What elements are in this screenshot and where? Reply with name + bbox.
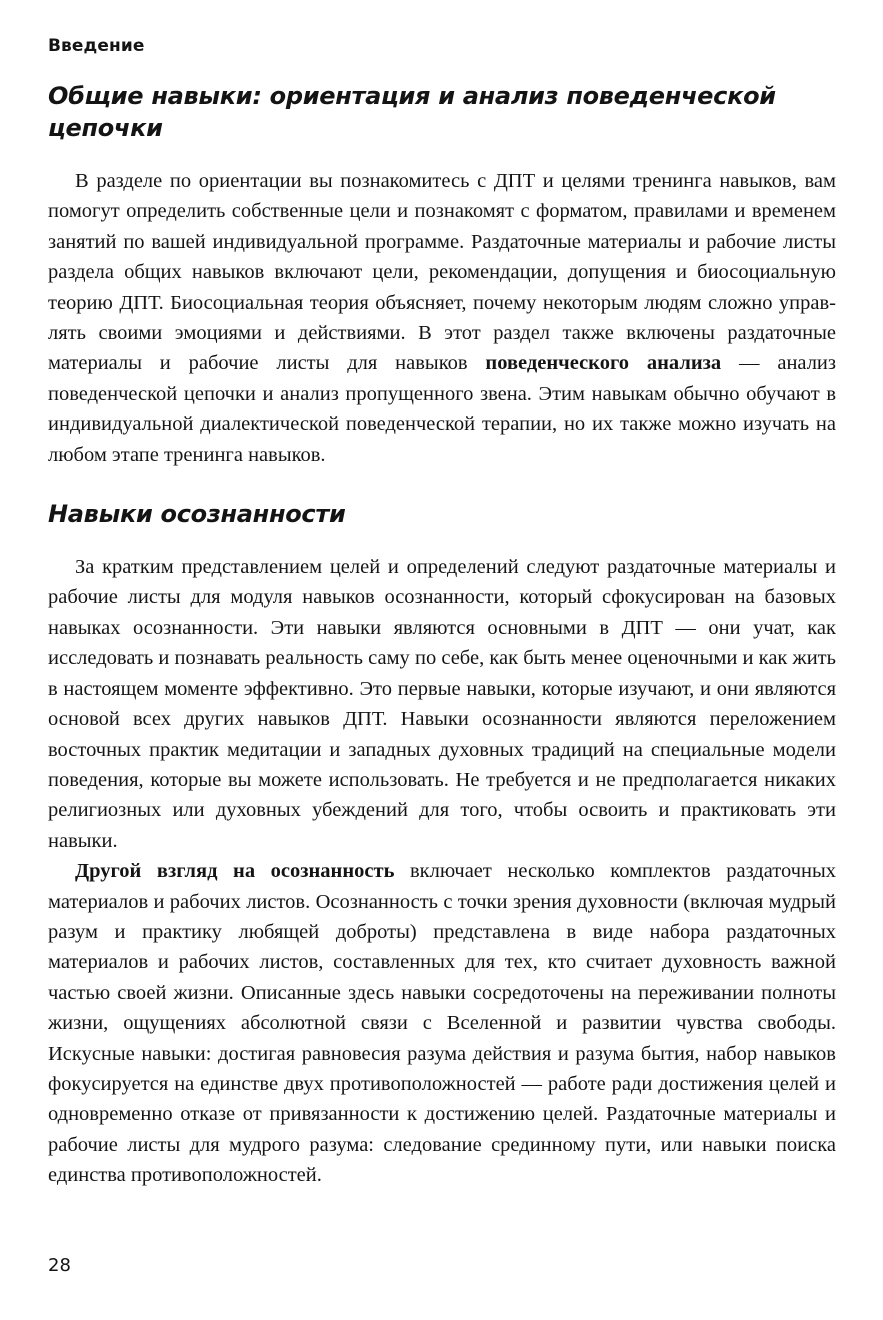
text-run: В разделе по ориентации вы познакомитесь с ДПТ и целями тренинга навыков, вам помогут определить собственные цели и познакомят с форматом, правилами и временем занятий по вашей индивидуальной программе. Раздаточные материалы и рабочие листы раздела общих навыков включают цели, рекомендации, допущения и биосоциальную теорию ДПТ. Биосоциальная теория объясняет, почему некоторым людям сложно управлять своими эмоциями и действиями. В этот раздел также включены раздаточные материалы и рабочие листы для навыков [48, 170, 836, 375]
bold-term-behavioral-analysis: поведенческого анализа [485, 352, 722, 375]
page-number: 28 [48, 1255, 71, 1276]
section-heading-general-skills: Общие навыки: ориентация и анализ поведенческой цепочки [48, 82, 776, 142]
text-run: За кратким представлением целей и определений следуют раздаточные материалы и рабочие листы для модуля навыков осознанности, который сфокусирован на базовых навыках осознанности. Эти навыки являются основными в ДПТ — они учат, как исследовать и познавать реальность саму по себе, как быть менее оценочными и как жить в настоящем моменте эффективно. Это первые навыки, которые изучают, и они являются основой всех других навыков ДПТ. Навыки осознанности являются переложением восточных практик медитации и западных духовных традиций на специальные модели поведения, которые вы можете использовать. Не требуется и не предполагается никаких религиозных или духовных убеждений для того, чтобы освоить и практиковать эти навыки. [48, 556, 836, 852]
paragraph-general-skills [48, 166, 836, 470]
paragraph-mindfulness-other-view [48, 856, 836, 1190]
section-heading-mindfulness: Навыки осознанности [48, 500, 346, 529]
book-page [48, 36, 836, 1191]
text-run: включает несколько комплектов раздаточных материалов и рабочих листов. Осознанность с точки зрения духовности (включая мудрый разум и практику любящей доброты) представлена в виде набора раздаточных материалов и рабочих листов, составленных для тех, кто считает духовность важной частью своей жизни. Описанные здесь навыки сосредоточены на переживании полноты жизни, ощущениях абсолютной связи с Вселенной и развитии чувства свободы. Искусные навыки: достигая равновесия разума действия и разума бытия, набор навыков фокусируется на единстве двух противоположностей — работе ради достижения целей и одновременно отказе от привязанности к достижению целей. Раздаточные материалы и рабочие листы для мудрого разума: следование срединному пути, или навыки поиска единства противоположностей. [48, 860, 837, 1187]
text-run: — анализ поведенческой цепочки и анализ пропущенного звена. Этим навыкам обычно обучают в индивидуальной диалектической поведенческой терапии, но их также можно изучать на любом этапе тренинга навыков. [48, 352, 837, 466]
bold-term-other-view: Другой взгляд на осознанность [75, 860, 395, 883]
paragraph-mindfulness-intro [48, 552, 836, 856]
running-header: Введение [48, 36, 145, 56]
